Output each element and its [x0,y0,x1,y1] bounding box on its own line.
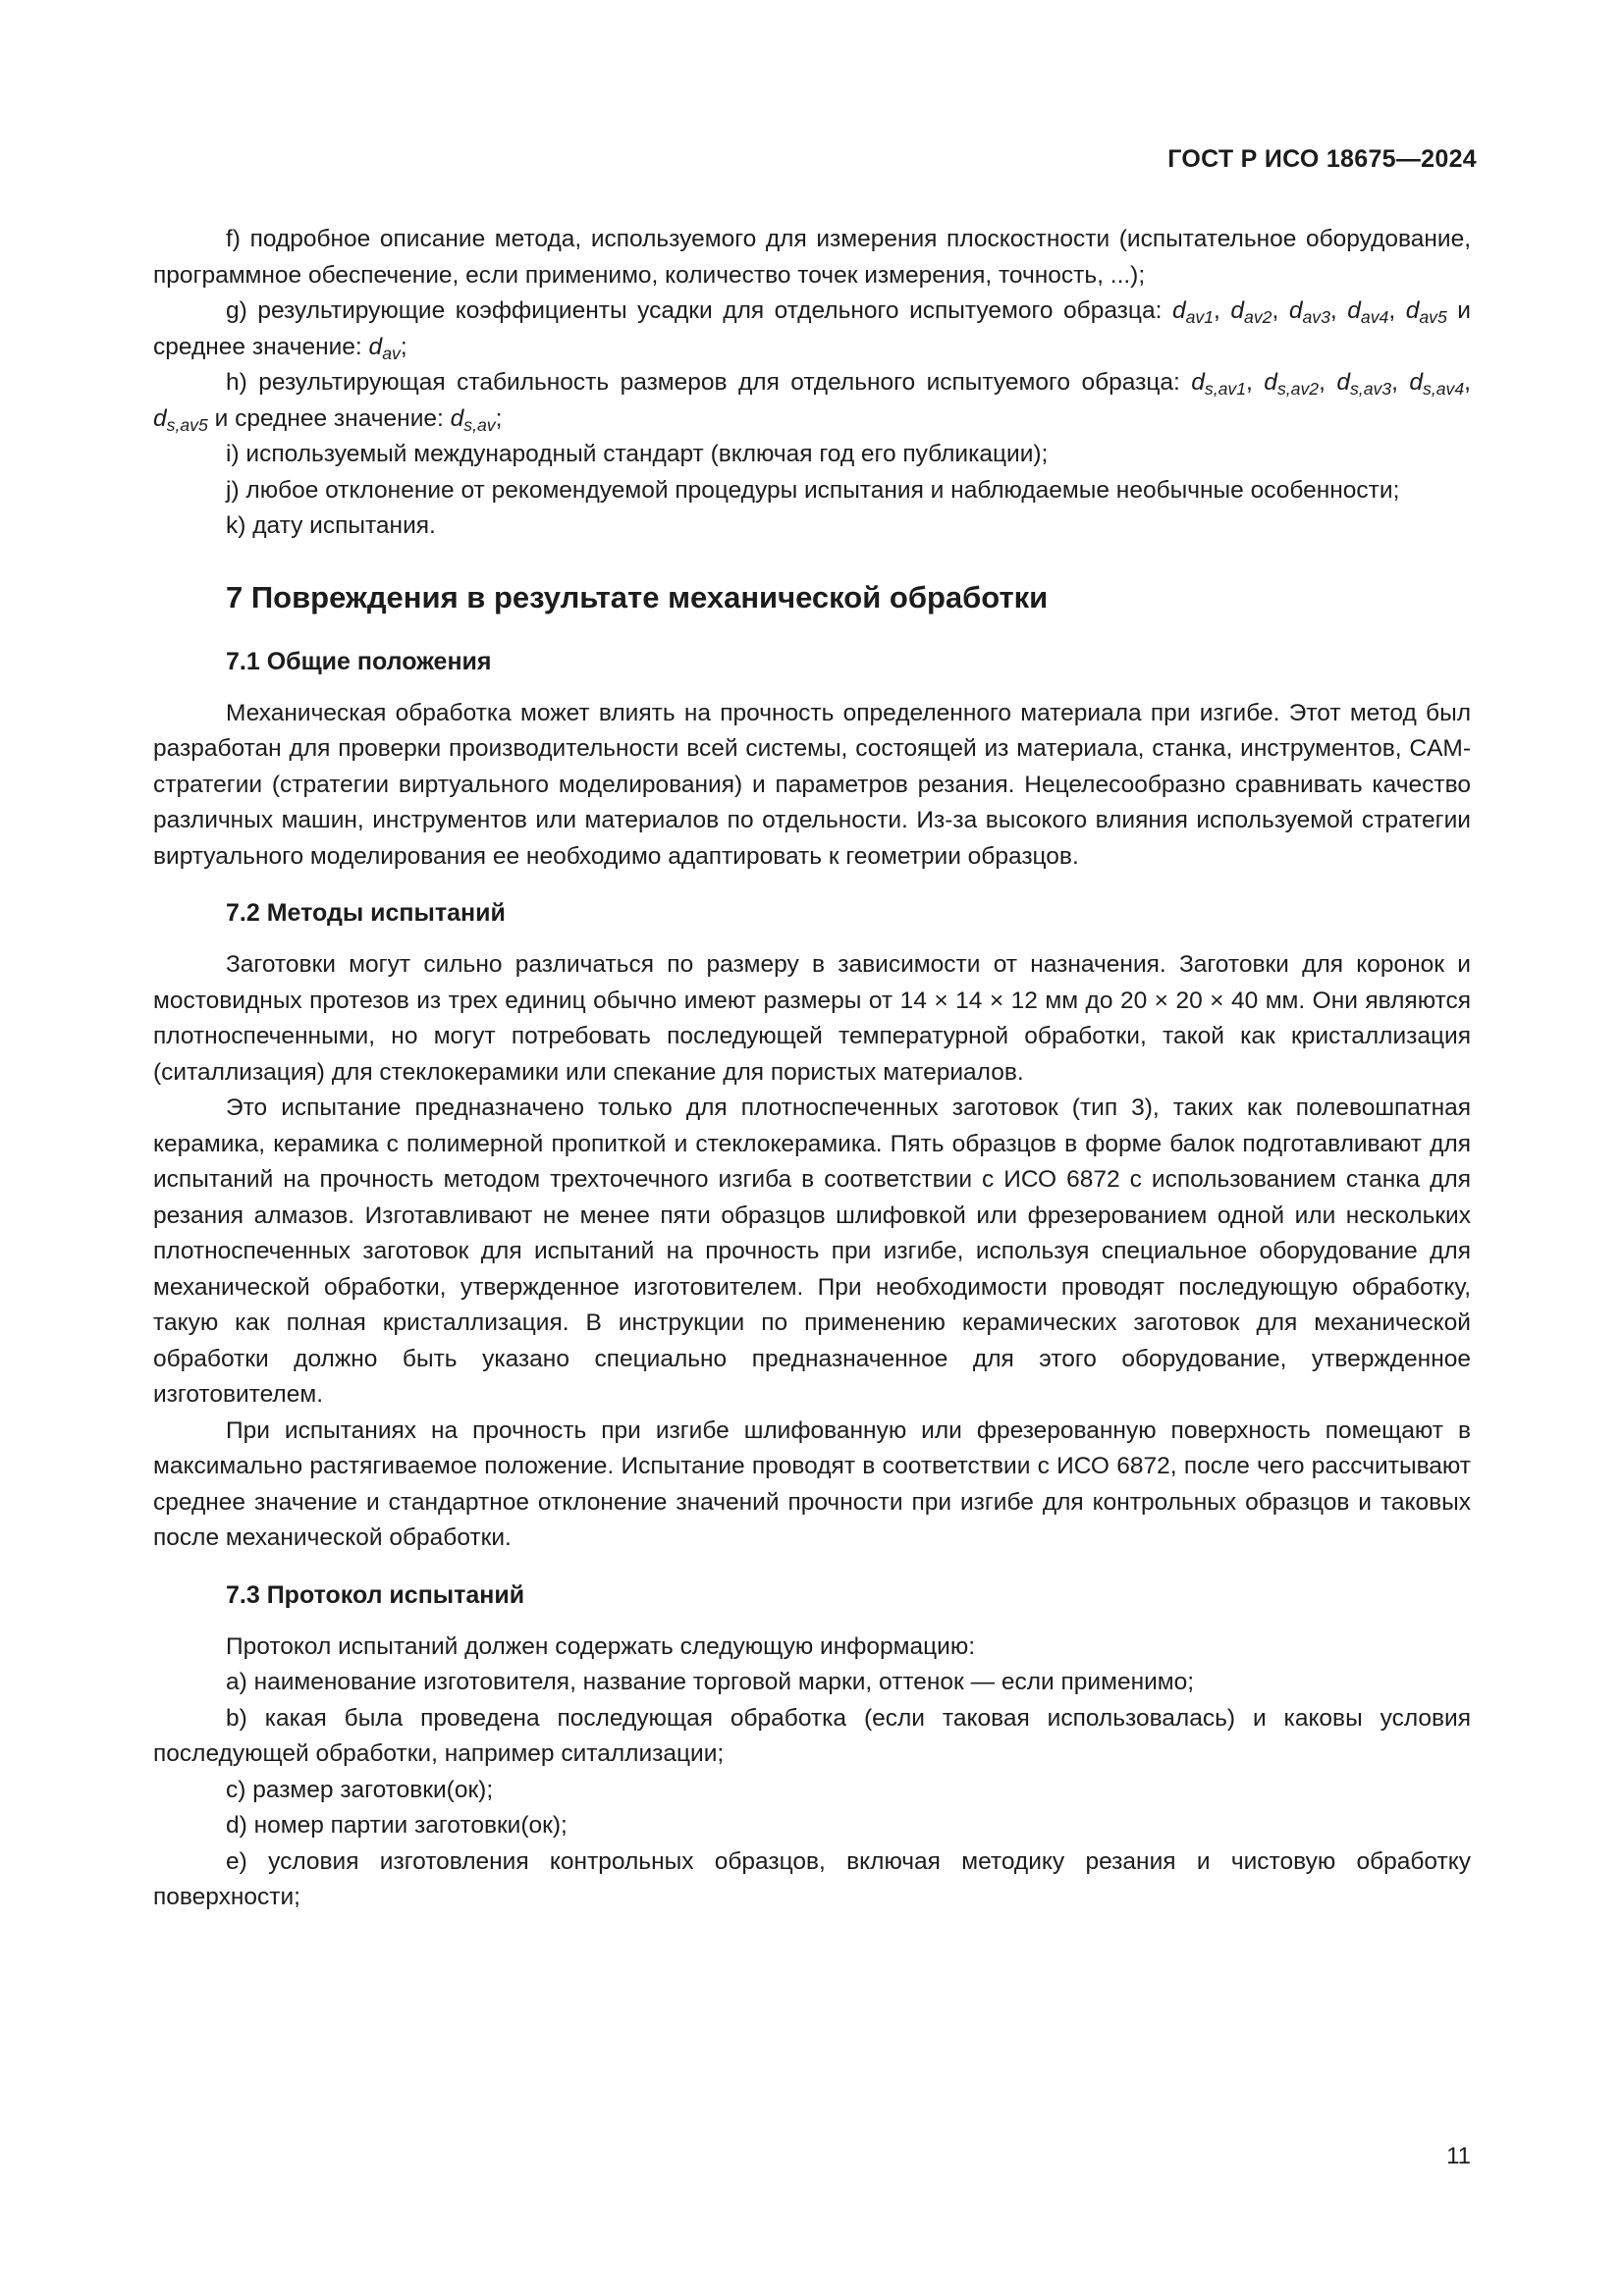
section-7-2-heading: 7.2 Методы испытаний [226,899,506,927]
list-item-f: f) подробное описание метода, используемого для измерения плоскостности (испытательное оборудование, программное обеспечение, если применимо, количество точек измерения, точность, ...); [153,226,1471,289]
section-7-1-paragraph: Механическая обработка может влиять на прочность определенного материала при изгибе. Этот метод был разработан для проверки производительности всей системы, состоящей из материала, станка, инструментов, CAM-стратегии (стратегии виртуального моделирования) и параметров резания. Нецелесообразно сравнивать качество различных машин, инструментов или материалов по отдельности. Из-за высокого влияния используемой стратегии виртуального моделирования ее необходимо адаптировать к геометрии образцов. [153,699,1471,870]
section-7-2-paragraph-2: Это испытание предназначено только для плотноспеченных заготовок (тип 3), таких как полевошпатная керамика, керамика с полимерной пропиткой и стеклокерамика. Пять образцов в форме балок подготавливают для испытаний на прочность методом трехточечного изгиба в соответствии с ИСО 6872 с использованием станка для резания алмазов. Изготавливают не менее пяти образцов шлифовкой или фрезерованием одной или нескольких плотноспеченных заготовок для испытаний на прочность при изгибе, используя специальное оборудование для механической обработки, утвержденное изготовителем. При необходимости проводят последующую обработку, такую как полная кристаллизация. В инструкции по применению керамических заготовок для механической обработки должно быть указано специально предназначенное для этого оборудование, утвержденное изготовителем. [153,1095,1471,1408]
section-7-heading: 7 Повреждения в результате механической обработки [226,579,1049,614]
list-item-b: b) какая была проведена последующая обработка (если таковая использовалась) и каковы условия последующей обработки, например ситаллизации; [153,1704,1471,1767]
section-7-2-paragraph-1: Заготовки могут сильно различаться по размеру в зависимости от назначения. Заготовки для коронок и мостовидных протезов из трех единиц обычно имеют размеры от 14 × 14 × 12 мм до 20 × 20 × 40 мм. Они являются плотноспеченными, но могут потребовать последующей температурной обработки, такой как кристаллизация (ситаллизация) для стеклокерамики или спекание для пористых материалов. [153,951,1471,1086]
page-number: 11 [1446,2143,1471,2169]
list-item-g: g) результирующие коэффициенты усадки для отдельного испытуемого образца: $d_{av1}$, $d_{av2}$, $d_{av3}$, $d_{av4}$, $d_{av5}$ и среднее значение: $d_{av}$; [153,297,1471,363]
section-7-2-paragraph-3: При испытаниях на прочность при изгибе шлифованную или фрезерованную поверхность помещают в максимально растягиваемое положение. Испытание проводят в соответствии с ИСО 6872, после чего рассчитывают среднее значение и стандартное отклонение значений прочности при изгибе для контрольных образцов и таковых после механической обработки. [153,1416,1471,1551]
list-item-e: e) условия изготовления контрольных образцов, включая методику резания и чистовую обработку поверхности; [153,1847,1471,1910]
document-header-title: ГОСТ Р ИСО 18675—2024 [1167,145,1477,173]
list-item-a: a) наименование изготовителя, название торговой марки, оттенок — если применимо; [226,1669,1195,1695]
section-7-1-heading: 7.1 Общие положения [226,647,492,675]
list-item-c: c) размер заготовки(ок); [226,1776,494,1803]
section-7-3-intro: Протокол испытаний должен содержать следующую информацию: [226,1632,976,1660]
list-item-d: d) номер партии заготовки(ок); [226,1812,568,1839]
section-7-3-heading: 7.3 Протокол испытаний [226,1580,525,1609]
list-item-i: i) используемый международный стандарт (включая год его публикации); [226,441,1049,467]
list-item-k: k) дату испытания. [226,512,436,539]
list-item-j: j) любое отклонение от рекомендуемой процедуры испытания и наблюдаемые необычные особенности; [226,476,1400,504]
page-content [153,222,1471,1916]
list-item-h: h) результирующая стабильность размеров для отдельного испытуемого образца: $d_{s,av1}$, $d_{s,av2}$, $d_{s,av3}$, $d_{s,av4}$, $d_{s,av5}$ и среднее значение: $d_{s,av}$; [153,369,1471,435]
